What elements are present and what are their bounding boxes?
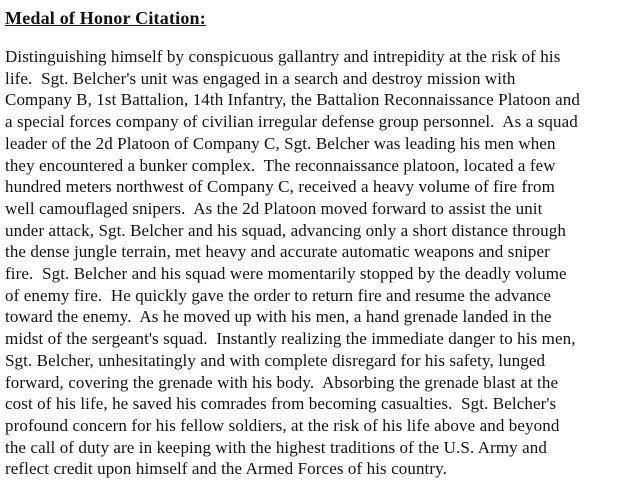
citation-line: Distinguishing himself by conspicuous gallantry and intrepidity at the risk of his xyxy=(5,47,561,66)
citation-line: Sgt. Belcher, unhesitatingly and with complete disregard for his safety, lunged xyxy=(5,350,546,370)
citation-line: midst of the sergeant's squad. Instantly realizing the immediate danger to his men, xyxy=(5,329,576,349)
citation-line: cost of his life, he saved his comrades from becoming casualties. Sgt. Belcher's xyxy=(5,394,557,414)
citation-line: toward the enemy. As he moved up with his men, a hand grenade landed in the xyxy=(5,307,552,327)
citation-line: they encountered a bunker complex. The reconnaissance platoon, located a few xyxy=(5,155,556,175)
citation-line: under attack, Sgt. Belcher and his squad, advancing only a short distance through xyxy=(5,220,566,240)
citation-line: hundred meters northwest of Company C, received a heavy volume of fire from xyxy=(5,177,555,197)
citation-line: Company B, 1st Battalion, 14th Infantry, the Battalion Reconnaissance Platoon and xyxy=(5,90,580,110)
document-title: Medal of Honor Citation: xyxy=(5,8,206,28)
citation-paragraph xyxy=(5,46,638,480)
citation-line: profound concern for his fellow soldiers, at the risk of his life above and beyond xyxy=(5,415,560,435)
citation-line: the call of duty are in keeping with the highest traditions of the U.S. Army and xyxy=(5,437,547,457)
citation-line: well camouflaged snipers. As the 2d Platoon moved forward to assist the unit xyxy=(5,198,543,218)
citation-line: of enemy fire. He quickly gave the order to return fire and resume the advance xyxy=(5,285,551,305)
citation-line: the dense jungle terrain, met heavy and accurate automatic weapons and sniper xyxy=(5,242,550,262)
citation-line: reflect credit upon himself and the Armed Forces of his country. xyxy=(5,459,447,479)
citation-line: leader of the 2d Platoon of Company C, Sgt. Belcher was leading his men when xyxy=(5,133,556,153)
citation-line: fire. Sgt. Belcher and his squad were momentarily stopped by the deadly volume xyxy=(5,264,567,284)
citation-line: a special forces company of civilian irregular defense group personnel. As a squad xyxy=(5,112,578,132)
citation-line: life. Sgt. Belcher's unit was engaged in a search and destroy mission with xyxy=(5,68,516,88)
citation-line: forward, covering the grenade with his body. Absorbing the grenade blast at the xyxy=(5,372,559,392)
